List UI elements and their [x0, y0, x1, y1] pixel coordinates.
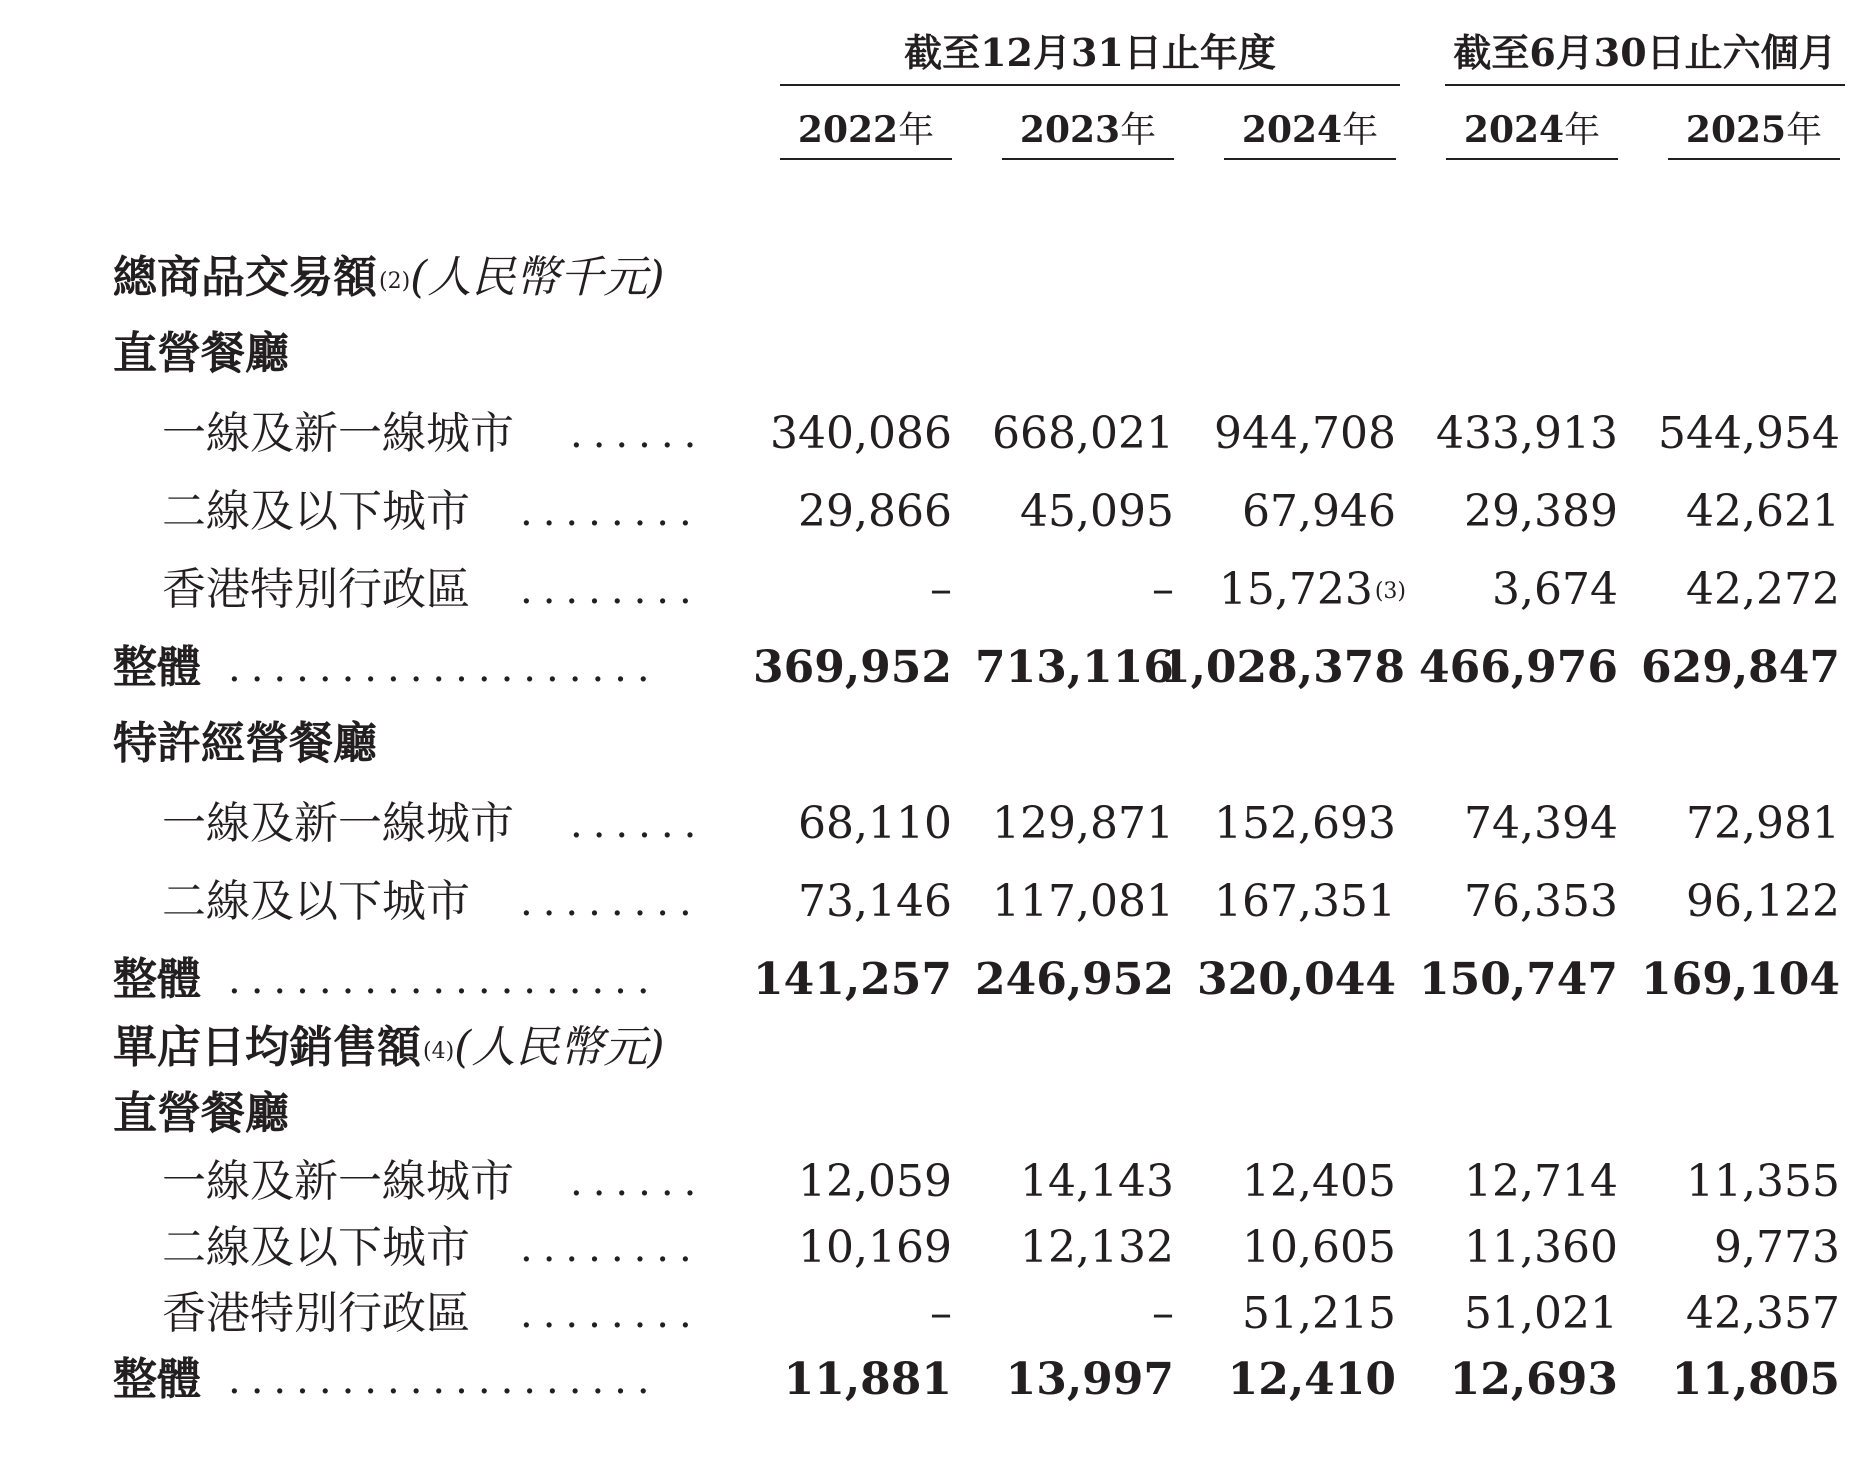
year-header-num: 2024: [1241, 109, 1343, 151]
table-row-total: [0, 950, 1873, 1010]
cell-value: 42,621: [1686, 486, 1840, 537]
cell-value: 129,871: [992, 798, 1174, 849]
row-label: 整體: [113, 954, 201, 1005]
cell-value: 141,257: [752, 954, 952, 1005]
leader-dots: ........: [520, 879, 702, 925]
leader-dots: ...................: [228, 957, 660, 1003]
table-row-total: [0, 638, 1873, 698]
subsection-title-direct: 直營餐廳: [113, 1088, 289, 1139]
cell-value: 42,272: [1686, 564, 1840, 615]
leader-dots: ...................: [228, 645, 660, 691]
table-row: [0, 1152, 1873, 1212]
leader-dots: ........: [520, 489, 702, 535]
header-group-half-year: 截至6月30日止六個月: [1453, 30, 1837, 75]
header-group-fiscal-year: 截至12月31日止年度: [904, 30, 1276, 75]
row-label: 二線及以下城市: [162, 876, 470, 927]
cell-value: 3,674: [1492, 564, 1618, 615]
cell-value: 29,389: [1464, 486, 1618, 537]
cell-value: 76,353: [1464, 876, 1618, 927]
year-header-num: 2024: [1463, 109, 1565, 151]
footnote-marker: (4): [423, 1039, 455, 1064]
subsection-title-direct: 直營餐廳: [113, 328, 289, 379]
table-row: [0, 794, 1873, 854]
table-row: [0, 404, 1873, 464]
cell-value: –: [930, 564, 952, 615]
cell-value: 629,847: [1640, 642, 1840, 693]
table-row: [0, 872, 1873, 932]
cell-value: 12,132: [1020, 1222, 1174, 1273]
cell-value: 12,410: [1227, 1354, 1396, 1405]
cell-value: 944,708: [1214, 408, 1396, 459]
leader-dots: ........: [520, 1225, 702, 1271]
leader-dots: ...................: [228, 1357, 660, 1403]
cell-value: 74,394: [1464, 798, 1618, 849]
leader-dots: ......: [570, 1159, 707, 1205]
cell-value: 73,146: [798, 876, 952, 927]
subsection-title-franchise: 特許經營餐廳: [113, 718, 377, 769]
cell-value: 67,946: [1242, 486, 1396, 537]
cell-value: [1136, 560, 1406, 620]
row-label: 二線及以下城市: [162, 486, 470, 537]
year-header-suffix: 年: [1120, 110, 1157, 151]
footnote-marker: (3): [1374, 579, 1406, 604]
table-row: [0, 1284, 1873, 1344]
leader-dots: ......: [570, 801, 707, 847]
year-header-2023: [1002, 108, 1174, 153]
leader-dots: ......: [570, 411, 707, 457]
cell-value: 10,605: [1242, 1222, 1396, 1273]
cell-value: 167,351: [1214, 876, 1396, 927]
cell-value: 29,866: [798, 486, 952, 537]
table-row: [0, 1218, 1873, 1278]
cell-value: 10,169: [798, 1222, 952, 1273]
cell-value: 12,714: [1464, 1156, 1618, 1207]
table-row-total: [0, 1350, 1873, 1410]
section-title-gmv: [113, 250, 665, 306]
row-label: 整體: [113, 1354, 201, 1405]
year-header-suffix: 年: [898, 110, 935, 151]
cell-value: 320,044: [1196, 954, 1396, 1005]
row-label: 一線及新一線城市: [162, 408, 514, 459]
year-header-2024: [1224, 108, 1396, 153]
cell-value: 544,954: [1658, 408, 1840, 459]
section-title-text: 單店日均銷售額: [113, 1022, 421, 1073]
row-label: 一線及新一線城市: [162, 1156, 514, 1207]
cell-value: 433,913: [1436, 408, 1618, 459]
year-header-2022-rule: [780, 158, 952, 160]
row-label: 一線及新一線城市: [162, 798, 514, 849]
header-group-half-year-rule: [1445, 84, 1845, 86]
year-header-suffix: 年: [1786, 110, 1823, 151]
year-header-2025-h1-rule: [1668, 158, 1840, 160]
cell-value: 68,110: [798, 798, 952, 849]
year-header-num: 2025: [1685, 109, 1787, 151]
section-unit: (人民幣千元): [410, 252, 665, 303]
year-header-2022: [780, 108, 952, 153]
year-header-suffix: 年: [1342, 110, 1379, 151]
section-title-text: 總商品交易額: [113, 252, 377, 303]
cell-value: 11,355: [1686, 1156, 1840, 1207]
cell-value: 51,215: [1242, 1288, 1396, 1339]
row-label: 香港特別行政區: [162, 1288, 470, 1339]
cell-value: 340,086: [770, 408, 952, 459]
cell-value: 96,122: [1686, 876, 1840, 927]
cell-value: 9,773: [1714, 1222, 1840, 1273]
cell-value: 668,021: [992, 408, 1174, 459]
cell-value: 72,981: [1686, 798, 1840, 849]
leader-dots: ........: [520, 567, 702, 613]
cell-value: 11,805: [1671, 1354, 1840, 1405]
cell-value: 51,021: [1464, 1288, 1618, 1339]
cell-value: 11,360: [1464, 1222, 1618, 1273]
year-header-suffix: 年: [1564, 110, 1601, 151]
cell-value: 13,997: [1005, 1354, 1174, 1405]
cell-value: 466,976: [1418, 642, 1618, 693]
cell-value: 169,104: [1640, 954, 1840, 1005]
leader-dots: ........: [520, 1291, 702, 1337]
cell-value: 42,357: [1686, 1288, 1840, 1339]
cell-value: –: [930, 1288, 952, 1339]
section-title-avg-sales: [113, 1020, 665, 1076]
cell-value: 12,693: [1449, 1354, 1618, 1405]
cell-value: 713,116: [974, 642, 1174, 693]
table-row: [0, 560, 1873, 620]
row-label: 香港特別行政區: [162, 564, 470, 615]
cell-value: 246,952: [974, 954, 1174, 1005]
footnote-marker: (2): [379, 269, 411, 294]
cell-value: 45,095: [1020, 486, 1174, 537]
cell-value: 1,028,378: [1160, 642, 1405, 693]
year-header-2024-h1-rule: [1446, 158, 1618, 160]
cell-value: 369,952: [752, 642, 952, 693]
cell-value: 150,747: [1418, 954, 1618, 1005]
cell-value: –: [1152, 1288, 1174, 1339]
year-header-2025-h1: [1668, 108, 1840, 153]
year-header-2024-rule: [1224, 158, 1396, 160]
cell-value: –: [1152, 564, 1174, 615]
year-header-2023-rule: [1002, 158, 1174, 160]
header-group-fiscal-year-rule: [780, 84, 1400, 86]
cell-value: 117,081: [992, 876, 1174, 927]
cell-value: 152,693: [1214, 798, 1396, 849]
cell-value: 12,405: [1242, 1156, 1396, 1207]
cell-value: 12,059: [798, 1156, 952, 1207]
row-label: 二線及以下城市: [162, 1222, 470, 1273]
cell-value: 14,143: [1020, 1156, 1174, 1207]
year-header-num: 2022: [797, 109, 899, 151]
cell-value: 11,881: [783, 1354, 952, 1405]
row-label: 整體: [113, 642, 201, 693]
table-row: [0, 482, 1873, 542]
year-header-num: 2023: [1019, 109, 1121, 151]
cell-value-text: 15,723: [1218, 564, 1373, 615]
year-header-2024-h1: [1446, 108, 1618, 153]
section-unit: (人民幣元): [454, 1022, 665, 1073]
